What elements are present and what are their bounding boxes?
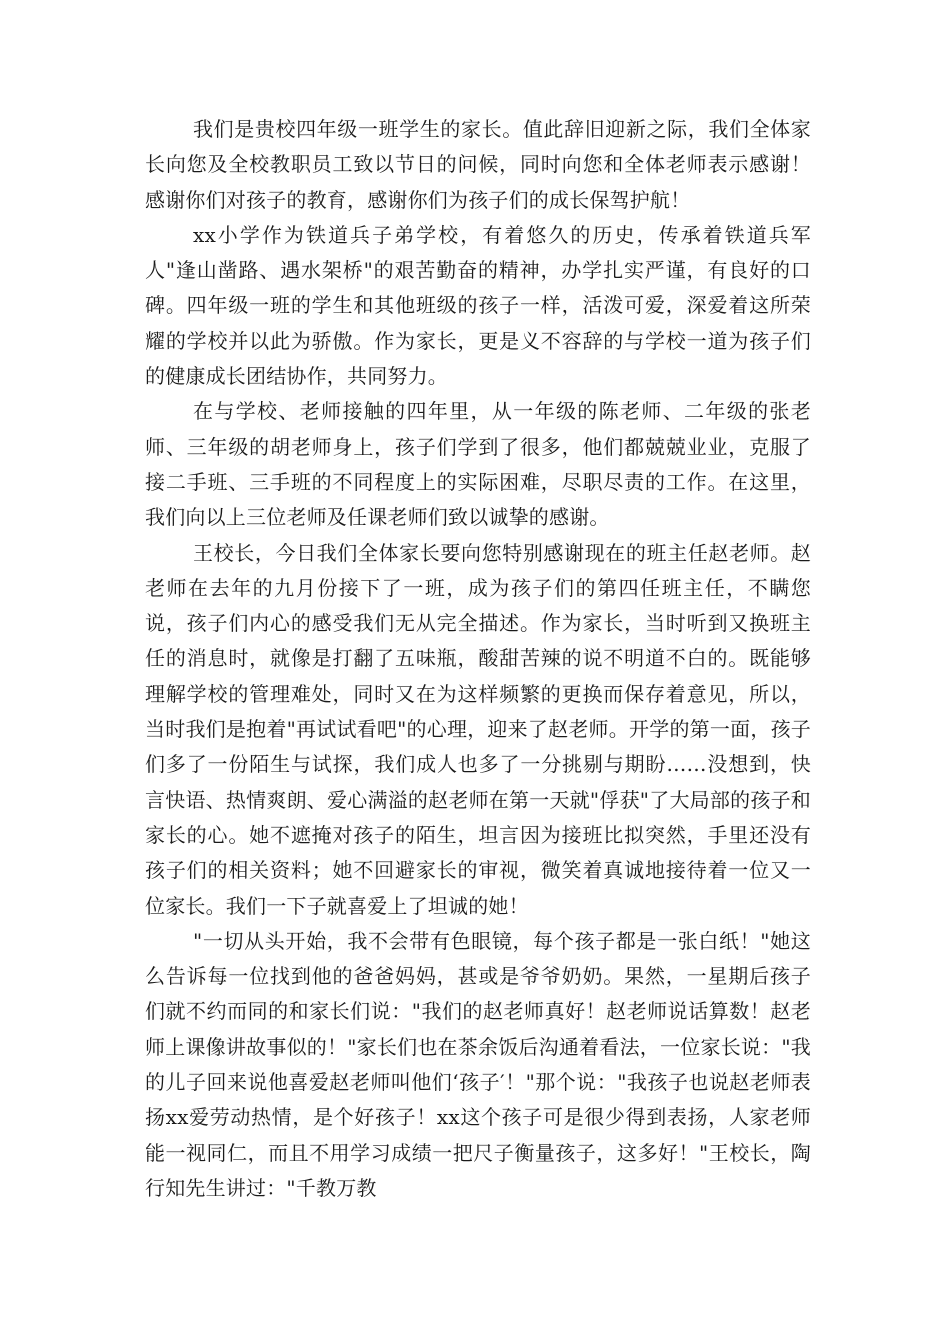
paragraph-5: "一切从头开始，我不会带有色眼镜，每个孩子都是一张白纸！"她这么告诉每一位找到他的爸爸妈妈，甚或是爷爷奶奶。果然，一星期后孩子们就不约而同的和家长们说："我们的赵老师真好！赵老师说话算数！赵老师上课像讲故事似的！"家长们也在茶余饭后沟通着看法，一位家长说："我的儿子回来说他喜爱赵老师叫他们‘孩子′！"那个说："我孩子也说赵老师表扬xx爱劳动热情，是个好孩子！xx这个孩子可是很少得到表扬，人家老师能一视同仁，而且不用学习成绩一把尺子衡量孩子，这多好！"王校长，陶行知先生讲过："千教万教	[145, 928, 811, 1200]
paragraph-2: xx小学作为铁道兵子弟学校，有着悠久的历史，传承着铁道兵军人"逢山凿路、遇水架桥"的艰苦勤奋的精神，办学扎实严谨，有良好的口碑。四年级一班的学生和其他班级的孩子一样，活泼可爱，深爱着这所荣耀的学校并以此为骄傲。作为家长，更是义不容辞的与学校一道为孩子们的健康成长团结协作，共同努力。	[145, 222, 811, 389]
paragraph-4: 王校长，今日我们全体家长要向您特别感谢现在的班主任赵老师。赵老师在去年的九月份接下了一班，成为孩子们的第四任班主任，不瞒您说，孩子们内心的感受我们无从完全描述。作为家长，当时听到又换班主任的消息时，就像是打翻了五味瓶，酸甜苦辣的说不明道不白的。既能够理解学校的管理难处，同时又在为这样频繁的更换而保存着意见，所以，当时我们是抱着"再试试看吧"的心理，迎来了赵老师。开学的第一面，孩子们多了一份陌生与试探，我们成人也多了一分挑剔与期盼……没想到，快言快语、热情爽朗、爱心满溢的赵老师在第一天就"俘获"了大局部的孩子和家长的心。她不遮掩对孩子的陌生，坦言因为接班比拟突然，手里还没有孩子们的相关资料；她不回避家长的审视，微笑着真诚地接待着一位又一位家长。我们一下子就喜爱上了坦诚的她！	[145, 540, 811, 918]
document-body	[145, 112, 811, 1206]
paragraph-3: 在与学校、老师接触的四年里，从一年级的陈老师、二年级的张老师、三年级的胡老师身上，孩子们学到了很多，他们都兢兢业业，克服了接二手班、三手班的不同程度上的实际困难，尽职尽责的工作。在这里，我们向以上三位老师及任课老师们致以诚挚的感谢。	[145, 399, 811, 530]
paragraph-1: 我们是贵校四年级一班学生的家长。值此辞旧迎新之际，我们全体家长向您及全校教职员工致以节日的问候，同时向您和全体老师表示感谢！感谢你们对孩子的教育，感谢你们为孩子们的成长保驾护航！	[145, 117, 811, 212]
